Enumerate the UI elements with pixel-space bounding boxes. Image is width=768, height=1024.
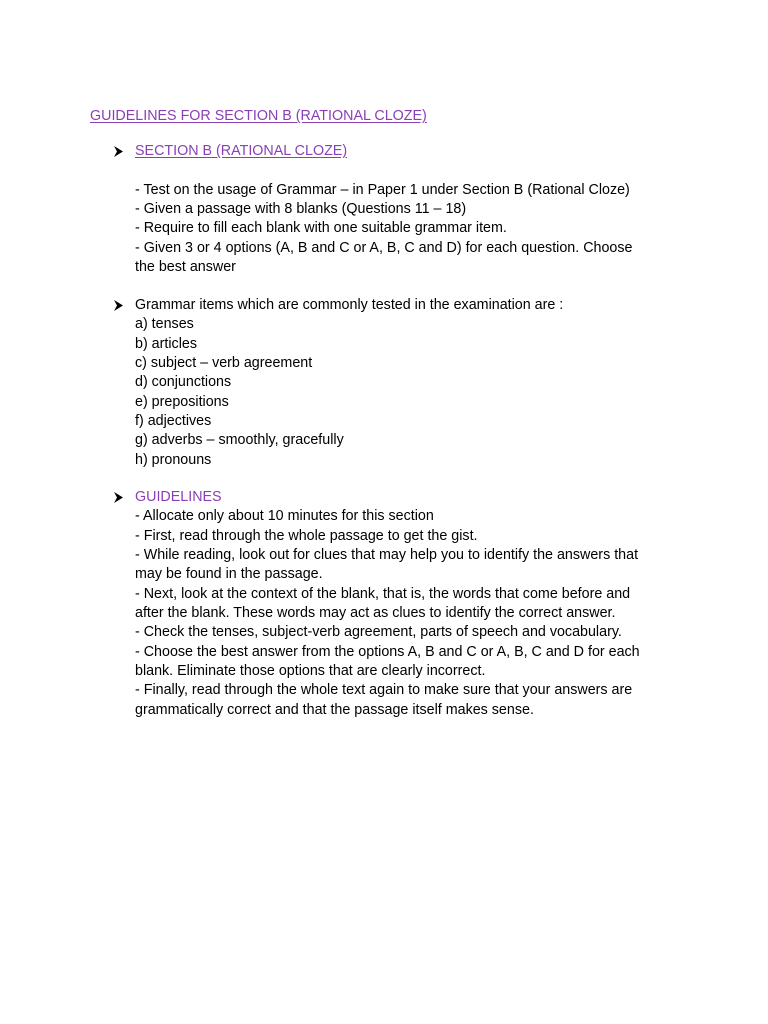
arrowhead-bullet-icon xyxy=(114,492,123,503)
section-line: - Test on the usage of Grammar – in Paper 1 under Section B (Rational Cloze) xyxy=(135,181,630,198)
list-item: d) conjunctions xyxy=(135,374,232,391)
list-item: h) pronouns xyxy=(135,451,212,468)
list-item: f) adjectives xyxy=(135,413,212,430)
list-item: b) articles xyxy=(135,335,197,352)
section-line: - Next, look at the context of the blank, that is, the words that come before and xyxy=(135,585,631,602)
page-title: GUIDELINES FOR SECTION B (RATIONAL CLOZE) xyxy=(90,108,427,124)
section-line: - Choose the best answer from the options A, B and C or A, B, C and D for each xyxy=(135,643,640,660)
section-heading: SECTION B (RATIONAL CLOZE) xyxy=(135,143,348,159)
section-line: after the blank. These words may act as clues to identify the correct answer. xyxy=(135,605,616,622)
list-item: a) tenses xyxy=(135,316,194,333)
section-line: - Allocate only about 10 minutes for this section xyxy=(135,508,434,525)
section-guidelines xyxy=(112,488,672,720)
section-line: - While reading, look out for clues that may help you to identify the answers that xyxy=(135,547,639,564)
section-line: blank. Eliminate those options that are clearly incorrect. xyxy=(135,663,486,680)
list-item: g) adverbs – smoothly, gracefully xyxy=(135,432,344,449)
section-line: the best answer xyxy=(135,259,236,276)
section-line: - Given a passage with 8 blanks (Questions 11 – 18) xyxy=(135,201,467,218)
section-line: - Finally, read through the whole text again to make sure that your answers are xyxy=(135,682,633,699)
section-line: - Given 3 or 4 options (A, B and C or A, B, C and D) for each question. Choose xyxy=(135,239,633,256)
section-heading: GUIDELINES xyxy=(135,489,222,505)
arrowhead-bullet-icon xyxy=(114,146,123,157)
section-line: - Check the tenses, subject-verb agreement, parts of speech and vocabulary. xyxy=(135,624,622,641)
section-line: - First, read through the whole passage to get the gist. xyxy=(135,527,478,544)
section-grammar-items xyxy=(112,296,672,470)
section-line: grammatically correct and that the passage itself makes sense. xyxy=(135,701,534,718)
section-line: may be found in the passage. xyxy=(135,566,323,583)
list-item: c) subject – verb agreement xyxy=(135,355,313,372)
list-item: e) prepositions xyxy=(135,393,229,410)
section-rational-cloze xyxy=(112,142,672,277)
section-heading: Grammar items which are commonly tested in the examination are : xyxy=(135,297,564,313)
arrowhead-bullet-icon xyxy=(114,300,123,311)
section-line: - Require to fill each blank with one suitable grammar item. xyxy=(135,220,507,237)
